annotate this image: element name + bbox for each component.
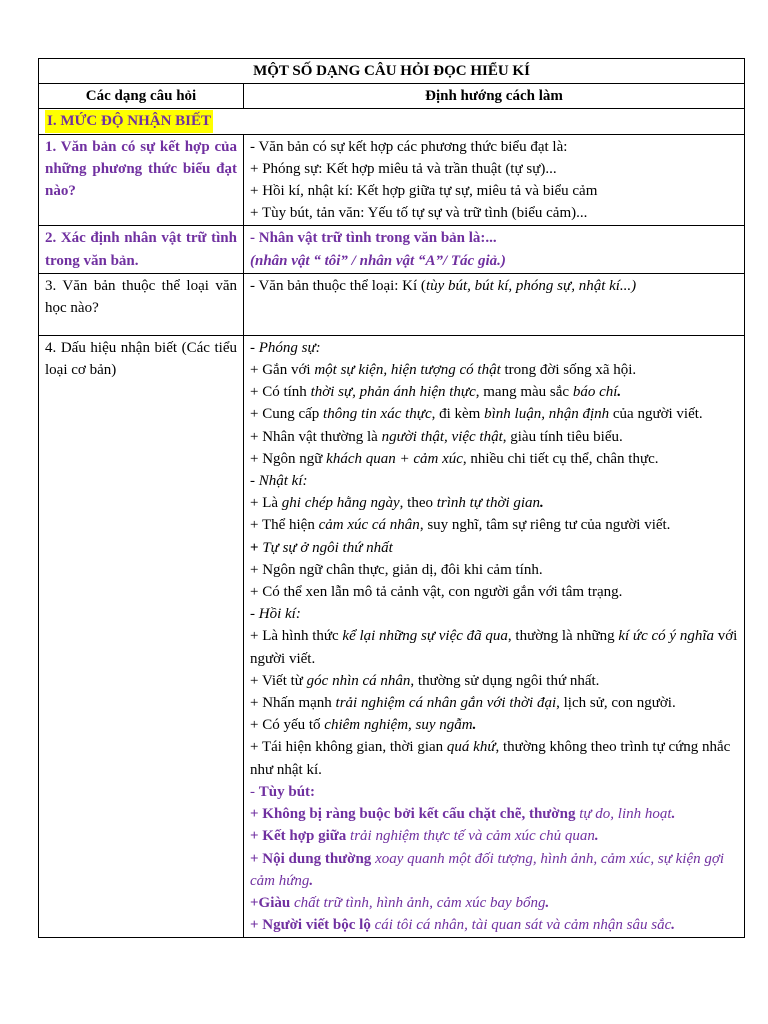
- answer-text: - Văn bản thuộc thể loại: Kí (: [250, 277, 426, 294]
- subtype-heading-phong-su: - Phóng sự:: [250, 339, 321, 356]
- text-run: + Có yếu tố: [250, 717, 325, 734]
- text-run: .: [594, 828, 599, 845]
- answer-line: [250, 359, 738, 381]
- text-run: .: [309, 872, 314, 889]
- text-run: , mang màu sắc: [475, 384, 573, 401]
- text-run: báo chí: [572, 384, 618, 401]
- text-run: chiêm nghiệm, suy ngẫm: [324, 717, 473, 734]
- column-header-approach: Định hướng cách làm: [244, 84, 745, 109]
- text-run: + Thể hiện: [250, 517, 319, 534]
- text-run: , giàu tính tiêu biểu.: [502, 428, 623, 445]
- text-run: khách quan + cảm xúc: [326, 450, 463, 467]
- text-run: cái tôi cá nhân, tài quan sát và cảm nhận sâu sắc: [374, 917, 672, 934]
- text-run: trải nghiệm thực tế và cảm xúc chủ quan: [350, 828, 595, 845]
- table-row: [39, 134, 745, 226]
- text-run: + Nhân vật thường là: [250, 428, 382, 445]
- text-run: kí ức có ý nghĩa: [618, 628, 714, 645]
- text-run: xoay quanh một đối tượng, hình ảnh, cảm xúc, sự kiện gợi cảm hứng: [250, 850, 725, 889]
- text-run: + Viết từ: [250, 672, 307, 689]
- question-cell: 1. Văn bản có sự kết hợp của những phương thức biểu đạt nào?: [39, 134, 244, 226]
- answer-line: + Tùy bút, tản văn: Yếu tố tự sự và trữ tình (biểu cảm)...: [250, 205, 588, 222]
- text-run: bình luận, nhận định: [484, 406, 610, 423]
- text-run: -: [250, 783, 259, 800]
- answer-line: [250, 892, 738, 914]
- table-row: [39, 226, 745, 273]
- subtype-heading-nhat-ki: - Nhật kí:: [250, 473, 308, 490]
- answer-line: [250, 514, 738, 536]
- document-title: MỘT SỐ DẠNG CÂU HỎI ĐỌC HIỂU KÍ: [39, 59, 745, 84]
- text-run: +Giàu: [250, 894, 294, 911]
- answer-cell: [244, 335, 745, 937]
- table-row: [39, 335, 745, 937]
- text-run: + Gắn với: [250, 362, 315, 379]
- answer-line: + Phóng sự: Kết hợp miêu tả và trần thuật (tự sự)...: [250, 160, 557, 177]
- text-run: Tùy bút:: [258, 783, 316, 800]
- answer-line: [250, 803, 738, 825]
- answer-cell: [244, 134, 745, 226]
- answer-line: [250, 381, 738, 403]
- text-run: một sự kiện, hiện tượng có thật: [314, 362, 501, 379]
- answer-line: [250, 492, 738, 514]
- text-run: .: [540, 495, 544, 512]
- question-cell: 4. Dấu hiệu nhận biết (Các tiểu loại cơ bản): [39, 335, 244, 937]
- text-run: + Cung cấp: [250, 406, 324, 423]
- text-run: , lịch sử, con người.: [556, 695, 676, 712]
- text-run: ghi chép hằng ngày: [281, 495, 400, 512]
- text-run: thông tin xác thực: [323, 406, 432, 423]
- answer-line: (nhân vật “ tôi” / nhân vật “A”/ Tác giả.): [250, 252, 506, 269]
- answer-line: [250, 537, 738, 559]
- subtype-heading-tuy-but: [250, 781, 738, 803]
- answer-line: [250, 625, 738, 669]
- answer-line: + Có thể xen lẫn mô tả cảnh vật, con người gắn với tâm trạng.: [250, 584, 623, 601]
- text-run: , theo: [399, 495, 437, 512]
- text-run: + Là: [250, 495, 282, 512]
- text-run: .: [671, 917, 675, 934]
- answer-line: [250, 426, 738, 448]
- text-run: + Tái hiện không gian, thời gian: [250, 739, 447, 756]
- text-run: .: [671, 806, 676, 823]
- answer-line: [250, 448, 738, 470]
- text-run: + Ngôn ngữ: [250, 450, 327, 467]
- text-run: góc nhìn cá nhân: [306, 672, 411, 689]
- text-run: với người viết.: [250, 628, 738, 667]
- text-run: , nhiều chi tiết cụ thể, chân thực.: [462, 450, 659, 467]
- answer-line: [250, 714, 738, 736]
- answer-cell: [244, 273, 745, 335]
- section-label: I. MỨC ĐỘ NHẬN BIẾT: [45, 110, 213, 132]
- text-run: trong đời sống xã hội.: [500, 362, 637, 379]
- text-run: .: [545, 894, 550, 911]
- answer-line: [250, 848, 738, 892]
- question-cell: 3. Văn bản thuộc thể loại văn học nào?: [39, 273, 244, 335]
- answer-line: [250, 736, 738, 780]
- answer-line: [250, 670, 738, 692]
- text-run: tự do, linh hoạt: [579, 806, 672, 823]
- text-run: chất trữ tình, hình ảnh, cảm xúc bay bổng: [293, 894, 546, 911]
- section-heading: [39, 109, 745, 134]
- text-run: .: [472, 717, 477, 734]
- question-cell: 2. Xác định nhân vật trữ tình trong văn bản.: [39, 226, 244, 273]
- text-run: cảm xúc cá nhân: [318, 517, 420, 534]
- column-header-question-types: Các dạng câu hỏi: [39, 84, 244, 109]
- answer-line: - Văn bản có sự kết hợp các phương thức biểu đạt là:: [250, 138, 568, 155]
- text-run: thời sự, phản ánh hiện thực: [310, 384, 476, 401]
- answer-line: [250, 403, 738, 425]
- text-run: .: [617, 384, 622, 401]
- answer-line: + Hồi kí, nhật kí: Kết hợp giữa tự sự, miêu tả và biểu cảm: [250, 183, 598, 200]
- text-run: , thường là những: [507, 628, 619, 645]
- text-run: +: [250, 539, 263, 556]
- text-run: + Nhấn mạnh: [250, 695, 336, 712]
- text-run: + Có tính: [250, 384, 311, 401]
- answer-line: [250, 825, 738, 847]
- question-guide-table: [38, 58, 745, 938]
- answer-cell: [244, 226, 745, 273]
- subtype-heading-hoi-ki: - Hồi kí:: [250, 606, 301, 623]
- text-run: + Nội dung thường: [250, 850, 376, 867]
- text-run: quá khứ: [446, 739, 496, 756]
- text-run: trình tự thời gian: [436, 495, 541, 512]
- text-run: trải nghiệm cá nhân gắn với thời đại: [335, 695, 557, 712]
- text-run: người thật, việc thật: [381, 428, 503, 445]
- text-run: + Là hình thức: [250, 628, 343, 645]
- table-row: [39, 273, 745, 335]
- text-run: + Người viết bộc lộ: [250, 917, 375, 934]
- answer-line: [250, 914, 738, 936]
- answer-line: - Nhân vật trữ tình trong văn bản là:...: [250, 230, 497, 247]
- text-run: , suy nghĩ, tâm sự riêng tư của người viết.: [419, 517, 671, 534]
- text-run: của người viết.: [609, 406, 703, 423]
- answer-line: [250, 692, 738, 714]
- text-run: Tự sự ở ngôi thứ nhất: [262, 539, 393, 556]
- text-run: + Không bị ràng buộc bởi kết cấu chặt chẽ, thường: [250, 806, 580, 823]
- text-run: + Kết hợp giữa: [250, 828, 351, 845]
- answer-text-italic: tùy bút, bút kí, phóng sự, nhật kí...): [425, 277, 637, 294]
- answer-line: + Ngôn ngữ chân thực, giản dị, đôi khi cảm tính.: [250, 561, 543, 578]
- text-run: , đi kèm: [431, 406, 485, 423]
- text-run: , thường sử dụng ngôi thứ nhất.: [410, 672, 600, 689]
- text-run: kể lại những sự việc đã qua: [342, 628, 508, 645]
- text-run: , thường không theo trình tự cứng nhắc như nhật kí.: [250, 739, 731, 778]
